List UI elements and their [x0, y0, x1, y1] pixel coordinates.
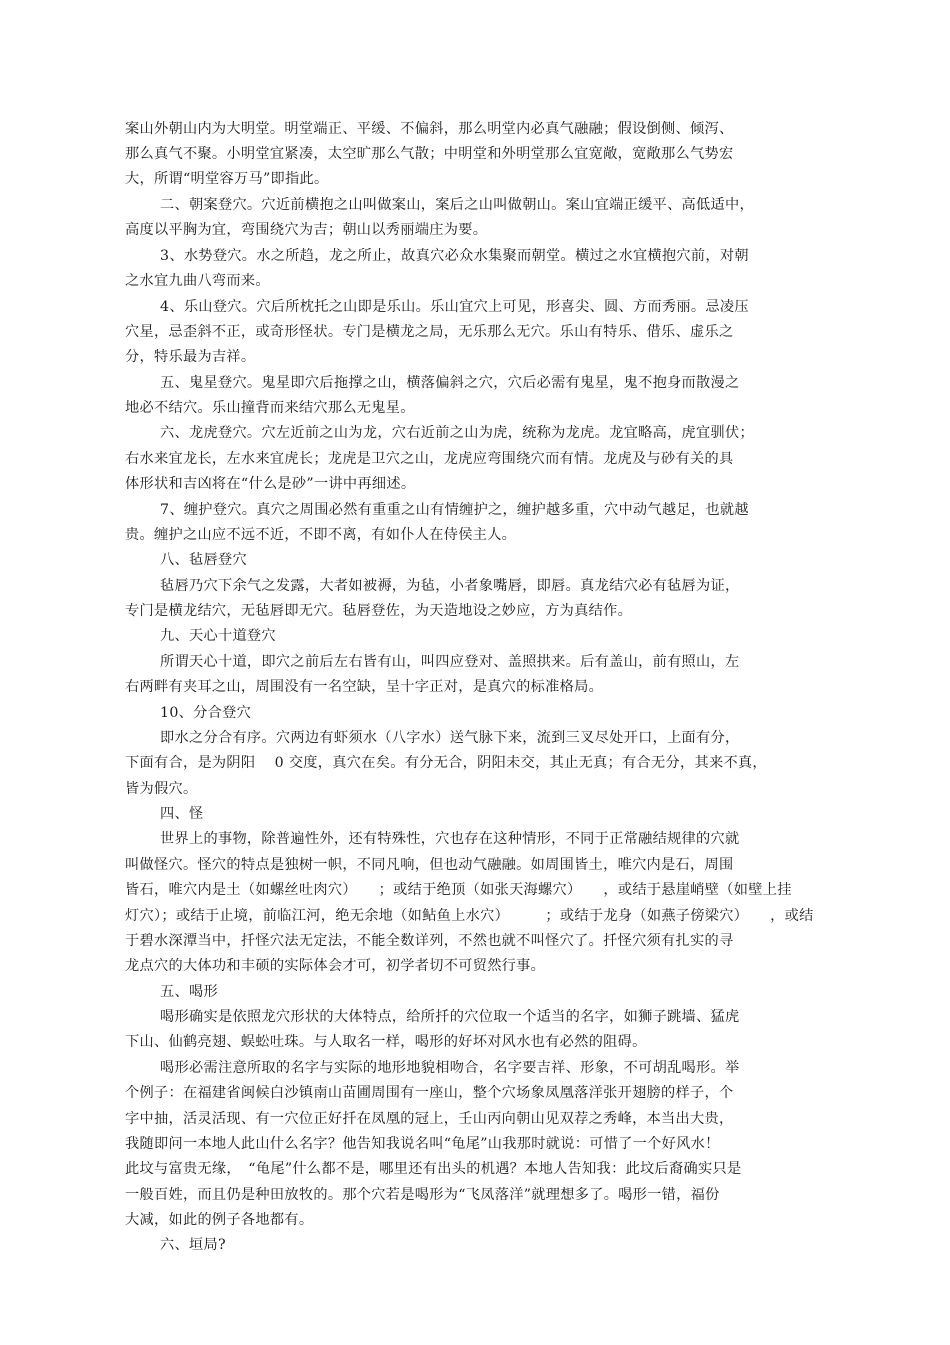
text-line: 穴星，忌歪斜不正，或奇形怪状。专门是横龙之局，无乐那么无穴。乐山有特乐、借乐、虚乐之 — [125, 324, 734, 340]
text-line: 字中抽，活灵活现、有一穴位正好扦在凤凰的冠上，壬山丙向朝山见双荐之秀峰，本当出大贵， — [125, 1111, 734, 1127]
text-line: 此坟与富贵无缘， “龟尾”什么都不是，哪里还有出头的机遇？本地人告知我：此坟后裔确实只是 — [125, 1161, 742, 1177]
text-line: 案山外朝山内为大明堂。明堂端正、平缓、不偏斜，那么明堂内必真气融融；假设倒侧、倾泻、 — [125, 121, 734, 137]
text-line: 于碧水深潭当中，扦怪穴法无定法，不能全数详列，不然也就不叫怪穴了。扦怪穴须有扎实的寻 — [125, 933, 734, 949]
text-line: 3、水势登穴。水之所趋，龙之所止，故真穴必众水集聚而朝堂。横过之水宜横抱穴前，对朝 — [160, 248, 749, 264]
text-line: 大减，如此的例子各地都有。 — [125, 1212, 314, 1228]
text-line: 叫做怪穴。怪穴的特点是独树一帜，不同凡响，但也动气融融。如周围皆土，唯穴内是石，周围 — [125, 857, 734, 873]
text-line: 即水之分合有序。穴两边有虾须水（八字水）送气脉下来，流到三叉尽处开口，上面有分， — [160, 730, 740, 746]
text-line: 那么真气不聚。小明堂宜紧凑，太空旷那么气散；中明堂和外明堂那么宜宽敞，宽敞那么气势宏 — [125, 146, 734, 162]
section-heading: 九、天心十道登穴 — [160, 628, 276, 644]
text-line: 皆为假穴。 — [125, 781, 198, 797]
text-line: 专门是横龙结穴，无毡唇即无穴。毡唇登佐，为天造地设之妙应，方为真结作。 — [125, 603, 633, 619]
section-heading: 六、垣局? — [160, 1237, 226, 1253]
text-line: 喝形必需注意所取的名字与实际的地形地貌相吻合，名字要吉祥、形象，不可胡乱喝形。举 — [160, 1060, 740, 1076]
text-line: 分，特乐最为吉祥。 — [125, 349, 256, 365]
text-line: 地必不结穴。乐山撞背而来结穴那么无鬼星。 — [125, 400, 415, 416]
section-heading: 八、毡唇登穴 — [160, 552, 247, 568]
text-line: 7、缠护登穴。真穴之周围必然有重重之山有情缠护之，缠护越多重，穴中动气越足，也就越 — [160, 502, 749, 518]
text-line: 之水宜九曲八弯而来。 — [125, 273, 270, 289]
text-line: 毡唇乃穴下余气之发露，大者如被褥，为毡，小者象嘴唇，即唇。真龙结穴必有毡唇为证， — [160, 578, 740, 594]
text-line: 灯穴）；或结于止境，前临江河，绝无余地（如鲇鱼上水穴） ；或结于龙身（如燕子傍梁穴） ，或结 — [125, 908, 814, 924]
text-line: 个例子：在福建省闽候白沙镇南山苗圃周围有一座山，整个穴场象凤凰落洋张开翅膀的样子，个 — [125, 1085, 734, 1101]
text-line: 4、乐山登穴。穴后所枕托之山即是乐山。乐山宜穴上可见，形喜尖、圆、方而秀丽。忌凌压 — [160, 299, 749, 315]
text-line: 龙点穴的大体功和丰硕的实际体会才可，初学者切不可贸然行事。 — [125, 958, 546, 974]
text-line: 喝形确实是依照龙穴形状的大体特点，给所扦的穴位取一个适当的名字，如狮子跳墙、猛虎 — [160, 1009, 740, 1025]
text-line: 下山、仙鹤亮翅、蜈蚣吐珠。与人取名一样，喝形的好坏对风水也有必然的阻碍。 — [125, 1034, 647, 1050]
text-line: 皆石，唯穴内是土（如螺丝吐肉穴） ；或结于绝顶（如张天海螺穴） ，或结于悬崖峭壁（如壁上挂 — [125, 882, 792, 898]
section-heading: 10、分合登穴 — [160, 705, 252, 721]
text-line: 世界上的事物，除普遍性外，还有特殊性，穴也存在这种情形，不同于正常融结规律的穴就 — [160, 831, 740, 847]
text-line: 二、朝案登穴。穴近前横抱之山叫做案山，案后之山叫做朝山。案山宜端正缓平、高低适中， — [160, 197, 754, 213]
text-line: 六、龙虎登穴。穴左近前之山为龙，穴右近前之山为虎，统称为龙虎。龙宜略高，虎宜驯伏； — [160, 425, 754, 441]
text-line: 下面有合，是为阴阳 0 交度，真穴在矣。有分无合，阴阳未交，其止无真；有合无分，其来不真， — [125, 755, 767, 771]
text-line: 右水来宜龙长，左水来宜虎长；龙虎是卫穴之山，龙虎应弯围绕穴而有情。龙虎及与砂有关的具 — [125, 451, 734, 467]
text-line: 一般百姓，而且仍是种田放牧的。那个穴若是喝形为“飞凤落洋”就理想多了。喝形一错，福份 — [125, 1187, 720, 1203]
text-line: 五、鬼星登穴。鬼星即穴后拖撑之山，横落偏斜之穴，穴后必需有鬼星，鬼不抱身而散漫之 — [160, 375, 740, 391]
text-line: 贵。缠护之山应不远不近，不即不离，有如仆人在侍侯主人。 — [125, 527, 517, 543]
section-heading: 四、怪 — [160, 806, 204, 822]
text-line: 我随即问一本地人此山什么名字？他告知我说名叫“龟尾”山我那时就说：可惜了一个好风水！ — [125, 1136, 720, 1152]
text-line: 高度以平胸为宜，弯围绕穴为吉；朝山以秀丽端庄为要。 — [125, 222, 488, 238]
text-line: 右两畔有夹耳之山，周围没有一名空缺，呈十字正对，是真穴的标准格局。 — [125, 679, 604, 695]
text-line: 体形状和吉凶将在“什么是砂”一讲中再细述。 — [125, 476, 416, 492]
text-line: 所谓天心十道，即穴之前后左右皆有山，叫四应登对、盖照拱来。后有盖山，前有照山，左 — [160, 654, 740, 670]
section-heading: 五、喝形 — [160, 984, 218, 1000]
text-line: 大，所谓“明堂容万马”即指此。 — [125, 171, 329, 187]
